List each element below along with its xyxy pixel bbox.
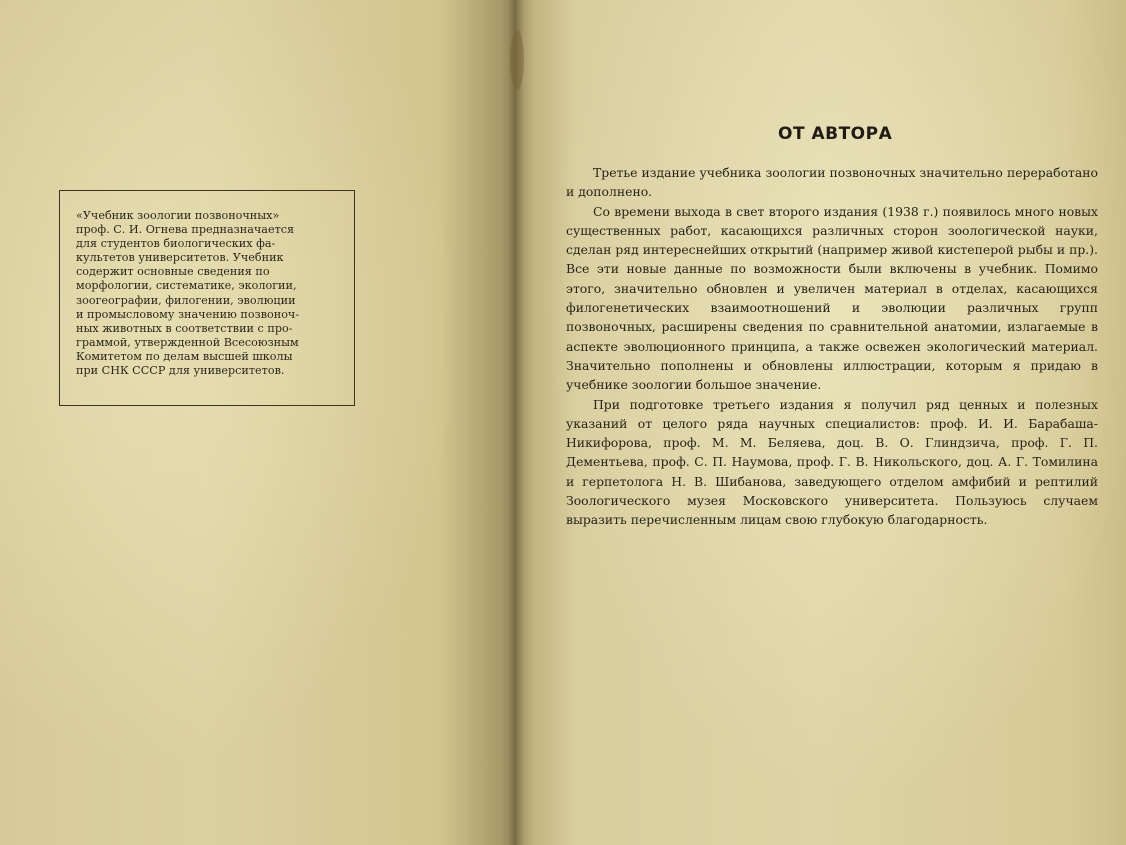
left-page xyxy=(0,0,516,845)
annotation-line: и промысловому значению позвоноч- xyxy=(76,307,300,321)
preface-paragraph: Со времени выхода в свет второго издания (1938 г.) появилось много новых существенных работ, касающихся различных сторон зоологической науки, сделан ряд интереснейших открытий (например живой кистеперой рыбы и пр.). Все эти новые данные по возможности были включены в учебник. Помимо этого, значительно обновлен и увеличен материал в отделах, касающихся филогенетических взаимоотношений и эволюции различных групп позвоночных, расширены сведения по сравнительной анатомии, излагаемые в аспекте эволюционного принципа, а также освежен экологический материал. Значительно пополнены и обновлены иллюстрации, которым я придаю в учебнике зоологии большое значение. xyxy=(566,203,1098,393)
page-title: ОТ АВТОРА xyxy=(778,124,893,144)
annotation-line: проф. С. И. Огнева предназначается xyxy=(76,223,295,237)
annotation-line: зоогеографии, филогении, эволюции xyxy=(76,293,296,307)
annotation-line: морфологии, систематике, экологии, xyxy=(76,279,297,293)
annotation-line: содержит основные сведения по xyxy=(76,265,270,279)
annotation-box xyxy=(59,190,355,406)
annotation-line: культетов университетов. Учебник xyxy=(76,251,284,265)
annotation-line: при СНК СССР для университетов. xyxy=(76,364,285,378)
preface-paragraph: Третье издание учебника зоологии позвоночных значительно переработано и дополнено. xyxy=(566,165,1098,200)
annotation-line: ных животных в соответствии с про- xyxy=(76,321,293,335)
annotation-text xyxy=(76,209,340,378)
preface-body xyxy=(566,163,1098,530)
right-page xyxy=(516,0,1126,845)
annotation-line: для студентов биологических фа- xyxy=(76,237,276,251)
preface-paragraph: При подготовке третьего издания я получил ряд ценных и полезных указаний от целого ряда научных специалистов: проф. И. И. Барабаша-Никифорова, проф. М. М. Беляева, доц. В. О. Глиндзича, проф. Г. П. Дементьева, проф. С. П. Наумова, проф. Г. В. Никольского, доц. А. Г. Томилина и герпетолога Н. В. Шибанова, заведующего отделом амфибий и рептилий Зоологического музея Московского университета. Пользуюсь случаем выразить перечисленным лицам свою глубокую благодарность. xyxy=(566,396,1098,528)
paper-stain xyxy=(510,30,524,90)
annotation-line: Комитетом по делам высшей школы xyxy=(76,349,293,363)
annotation-line: «Учебник зоологии позвоночных» xyxy=(76,209,280,222)
book-gutter xyxy=(508,0,524,845)
annotation-line: граммой, утвержденной Всесоюзным xyxy=(76,335,299,349)
